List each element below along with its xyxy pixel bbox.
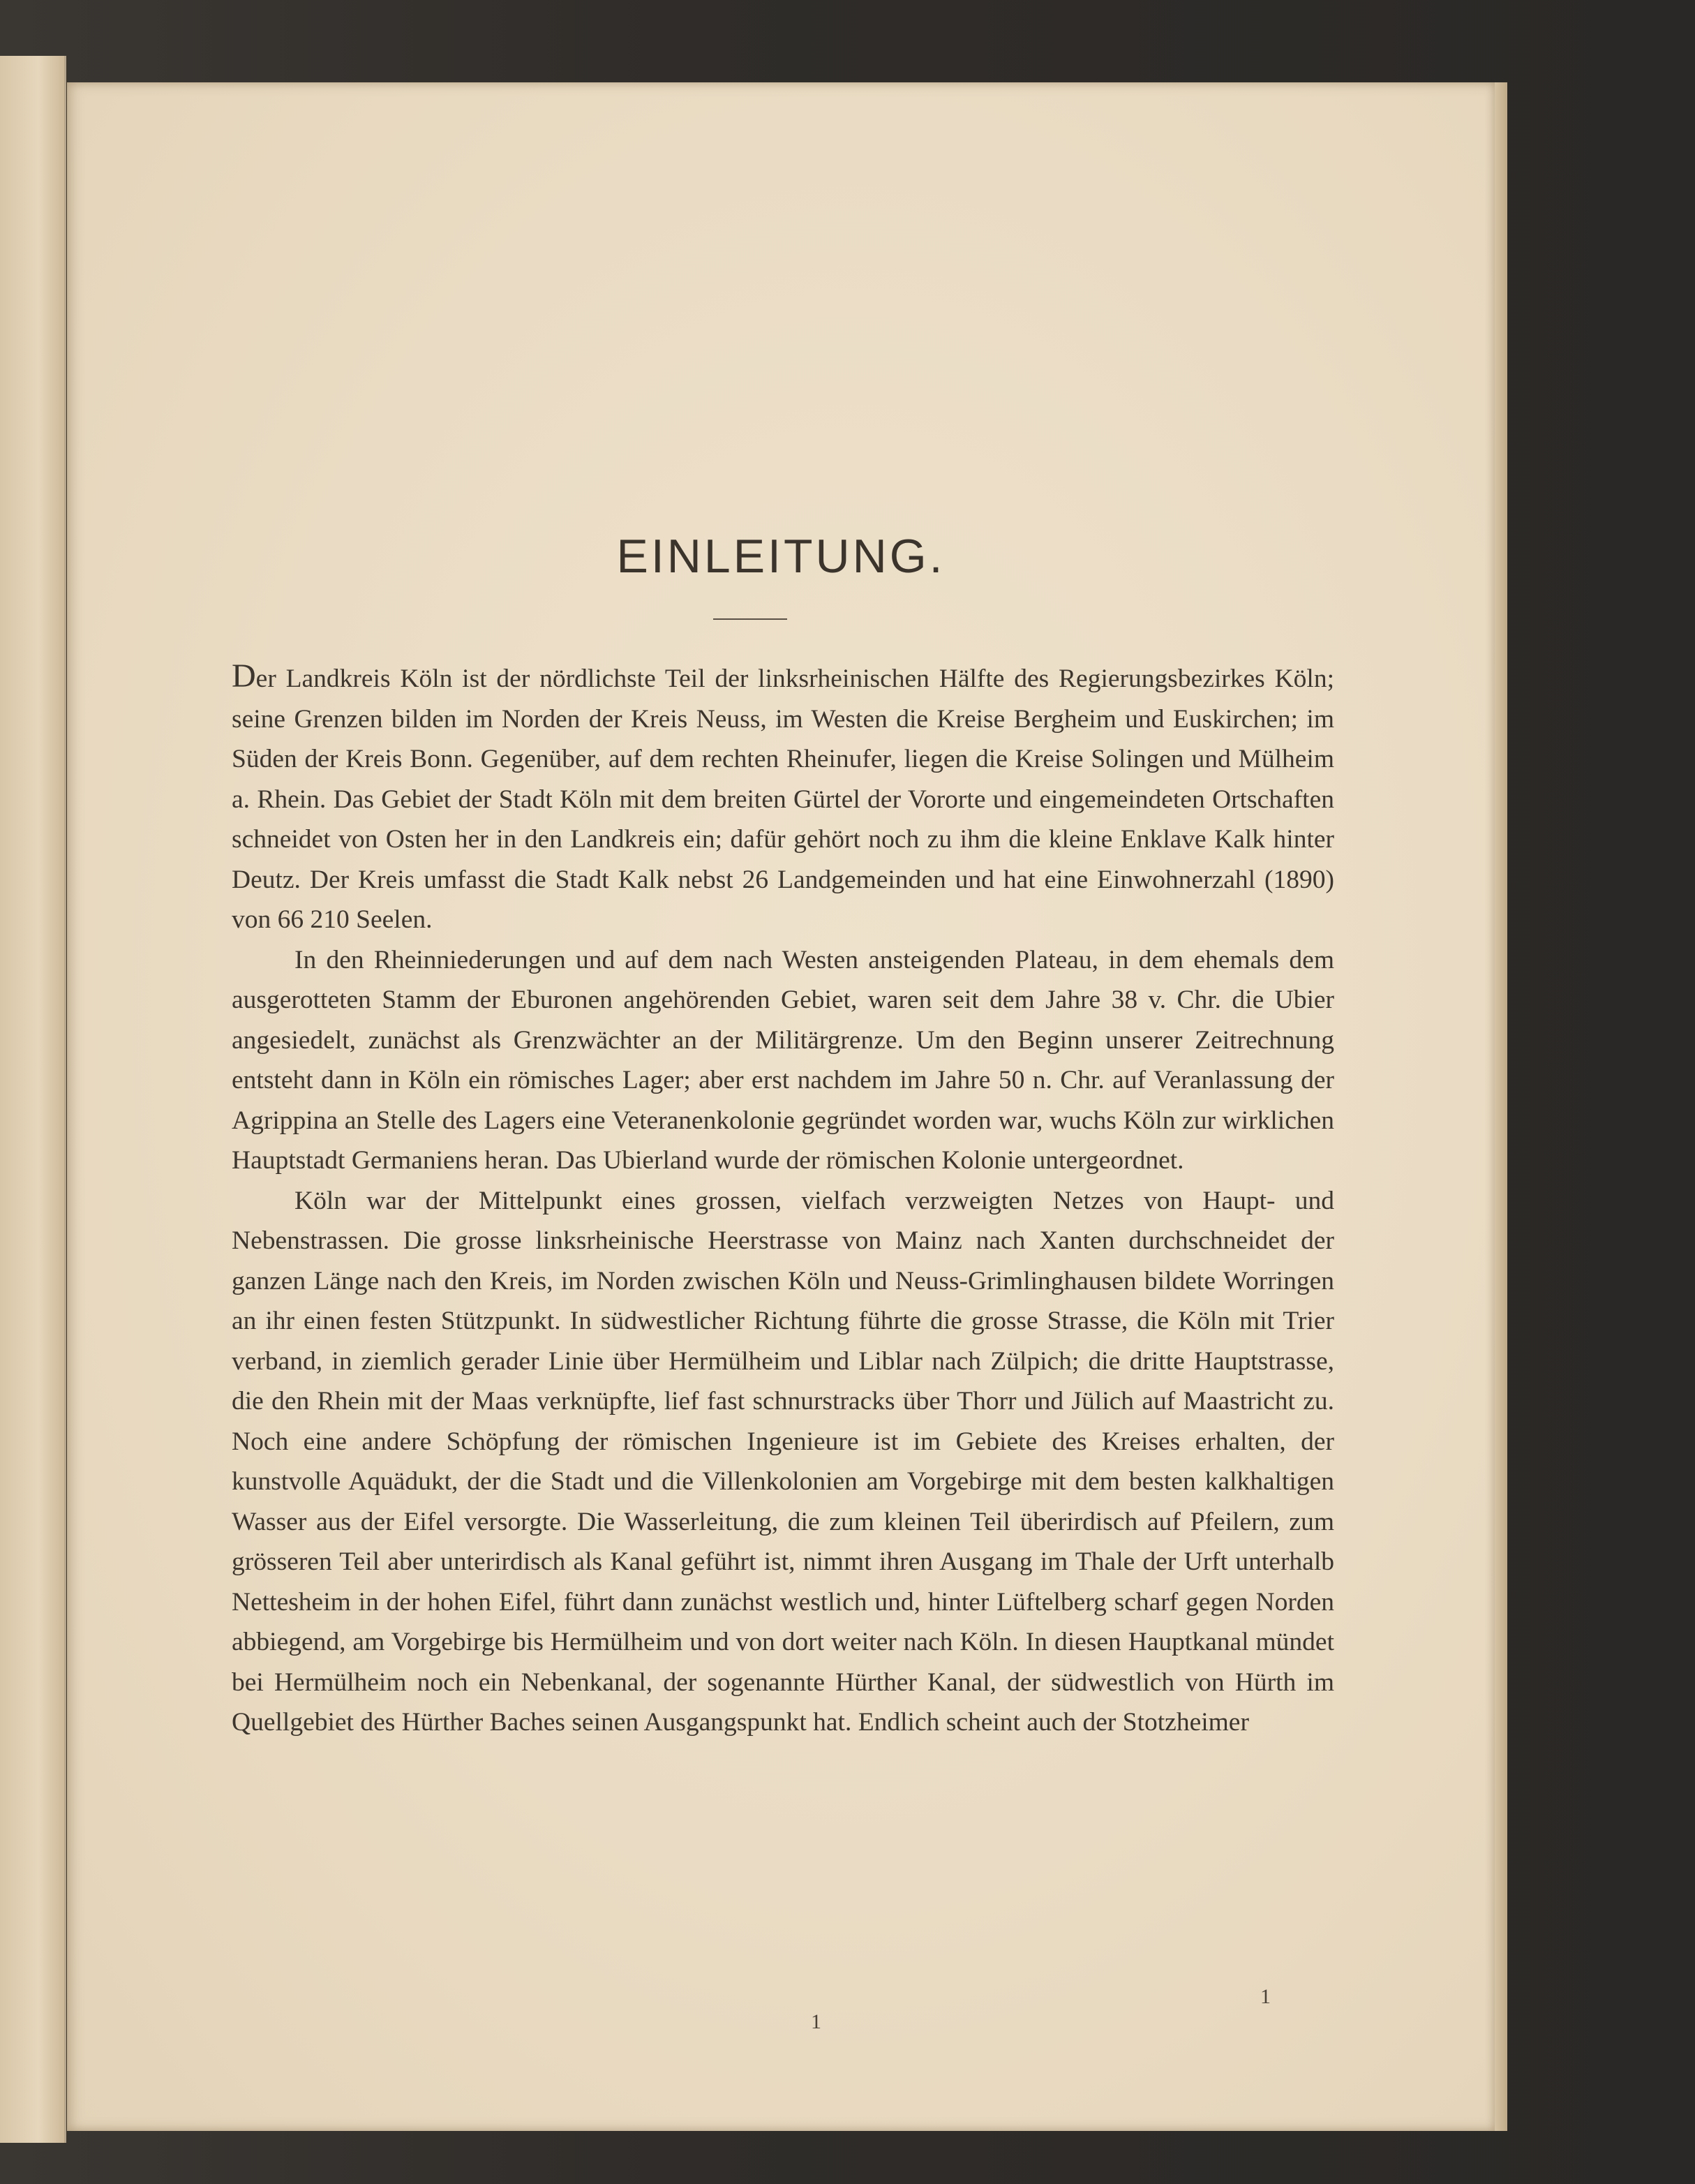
left-page-edge (0, 56, 66, 2143)
body-text (232, 656, 1334, 1743)
sheet-mark: 1 (1260, 1985, 1271, 2008)
paragraph-3 (232, 1181, 1334, 1743)
paragraph-text: er Landkreis Köln ist der nördlichste Teil der linksrheinischen Hälfte des Regierungsbezirkes Köln; seine Grenzen bilden im Norden der Kreis Neuss, im Westen die Kreise Bergheim und Euskirchen; im Süden der Kreis Bonn. Gegenüber, auf dem rechten Rheinufer, liegen die Kreise Solingen und Mülheim a. Rhein. Das Gebiet der Stadt Köln mit dem breiten Gürtel der Vororte und eingemeindeten Ortschaften schneidet von Osten her in den Landkreis ein; dafür gehört noch zu ihm die kleine Enklave Kalk hinter Deutz. Der Kreis umfasst die Stadt Kalk nebst 26 Landgemeinden und hat eine Einwohnerzahl (1890) von 66 210 Seelen. (232, 664, 1334, 934)
paragraph-text: Köln war der Mittelpunkt eines grossen, vielfach verzweigten Netzes von Haupt- und Nebenstrassen. Die grosse linksrheinische Heerstrasse von Mainz nach Xanten durchschneidet der ganzen Länge nach den Kreis, im Norden zwischen Köln und Neuss-Grimlinghausen bildete Worringen an ihr einen festen Stützpunkt. In südwestlicher Richtung führte die grosse Strasse, die Köln mit Trier verband, in ziemlich gerader Linie über Hermülheim und Liblar nach Zülpich; die dritte Hauptstrasse, die den Rhein mit der Maas verknüpfte, lief fast schnurstracks über Thorr und Jülich auf Maastricht zu. Noch eine andere Schöpfung der römischen Ingenieure ist im Gebiete des Kreises erhalten, der kunstvolle Aquädukt, der die Stadt und die Villenkolonien am Vorgebirge mit dem besten kalkhaltigen Wasser aus der Eifel versorgte. Die Wasserleitung, die zum kleinen Teil überirdisch auf Pfeilern, zum grösseren Teil aber unterirdisch als Kanal geführt ist, nimmt ihren Ausgang im Thale der Urft unterhalb Nettesheim in der hohen Eifel, führt dann zunächst westlich und, hinter Lüftelberg scharf gegen Norden abbiegend, am Vorgebirge bis Hermülheim und von dort weiter nach Köln. In diesen Hauptkanal mündet bei Hermülheim noch ein Nebenkanal, der sogenannte Hürther Kanal, der südwestlich von Hürth im Quellgebiet des Hürther Baches seinen Ausgangspunkt hat. Endlich scheint auch der Stotzheimer (232, 1186, 1334, 1737)
heading-rule (713, 618, 787, 620)
paragraph-2 (232, 940, 1334, 1181)
right-page-edge (1495, 82, 1507, 2131)
paragraph-text: In den Rheinniederungen und auf dem nach Westen ansteigenden Plateau, in dem ehemals dem ausgerotteten Stamm der Eburonen angehörenden Gebiet, waren seit dem Jahre 38 v. Chr. die Ubier angesiedelt, zunächst als Grenzwächter an der Militärgrenze. Um den Beginn unserer Zeitrechnung entsteht dann in Köln ein römisches Lager; aber erst nachdem im Jahre 50 n. Chr. auf Veranlassung der Agrippina an Stelle des Lagers eine Veteranenkolonie gegründet worden war, wuchs Köln zur wirklichen Hauptstadt Germaniens heran. Das Ubierland wurde der römischen Kolonie untergeordnet. (232, 945, 1334, 1175)
book-page (67, 82, 1495, 2131)
page-heading: EINLEITUNG. (616, 530, 946, 583)
paragraph-1 (232, 656, 1334, 940)
paragraph-initial: D (232, 658, 256, 694)
signature-mark: 1 (811, 2010, 821, 2033)
